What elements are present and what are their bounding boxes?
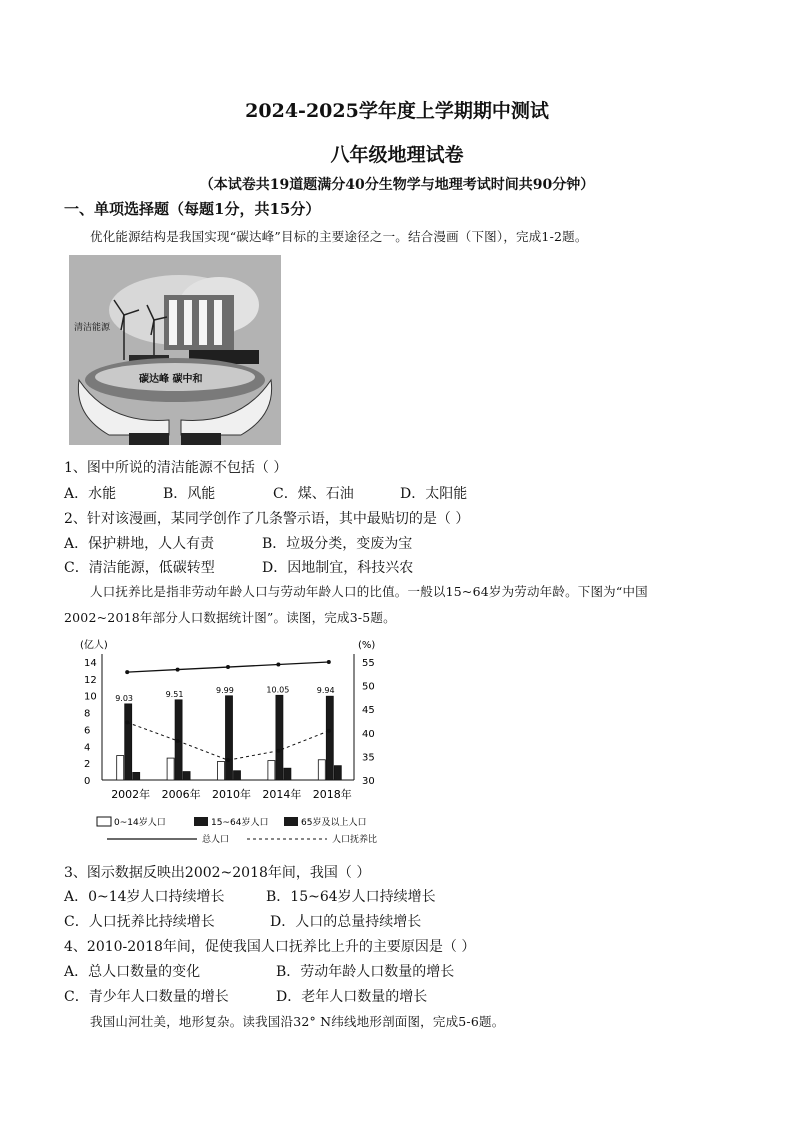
exam-note: （本试卷共19道题满分40分生物学与地理考试时间共90分钟） (199, 177, 595, 193)
left-tick-label: 4 (84, 742, 91, 754)
bar-age-15-64 (326, 696, 333, 780)
question-2-option-d: D．因地制宜，科技兴农 (262, 560, 414, 576)
x-tick-label: 2002年 (111, 788, 151, 801)
question-3-option-d: D．人口的总量持续增长 (270, 914, 422, 930)
bar-data-label: 9.51 (165, 689, 184, 699)
question-2-option-b: B．垃圾分类，变废为宝 (262, 536, 413, 552)
right-tick-label: 55 (362, 658, 375, 669)
legend-swatch-15-64 (194, 817, 208, 826)
left-axis-label: (亿人) (80, 640, 108, 651)
section-heading: 一、单项选择题（每题1分，共15分） (64, 200, 321, 218)
question-1-option-b: B．风能 (163, 486, 216, 502)
right-tick-label: 35 (362, 752, 375, 764)
left-tick-label: 8 (84, 708, 91, 720)
question-1-stem: 1、图中所说的清洁能源不包括（ ） (64, 460, 288, 476)
dependency-ratio-point (226, 758, 230, 762)
right-tick-label: 40 (362, 728, 375, 740)
legend-swatch-0-14 (97, 817, 111, 826)
left-tick-label: 2 (84, 759, 91, 771)
bar-age-65-plus (183, 772, 190, 780)
question-2-stem: 2、针对该漫画，某同学创作了几条警示语，其中最贴切的是（ ） (64, 511, 470, 527)
x-tick-label: 2006年 (161, 788, 201, 801)
left-tick-label: 0 (84, 776, 91, 787)
question-2-option-c: C．清洁能源，低碳转型 (64, 560, 215, 576)
question-4-option-a: A．总人口数量的变化 (64, 964, 201, 980)
bar-age-65-plus (334, 766, 341, 780)
left-tick-label: 12 (84, 674, 97, 686)
dependency-ratio-point (276, 749, 280, 753)
bar-age-0-14 (117, 756, 124, 780)
question-2-option-a: A．保护耕地，人人有责 (64, 536, 215, 552)
total-population-point (226, 665, 230, 669)
dependency-ratio-point (327, 729, 331, 733)
bar-age-15-64 (125, 704, 132, 780)
legend-swatch-65-plus (284, 817, 298, 826)
dependency-ratio-point (176, 739, 180, 743)
question-3-option-a: A．0~14岁人口持续增长 (64, 889, 225, 905)
exam-title: 2024-2025学年度上学期期中测试 (245, 100, 549, 122)
legend-label-65-plus: 65岁及以上人口 (301, 818, 367, 828)
bar-age-0-14 (167, 758, 174, 780)
total-population-point (176, 668, 180, 672)
bar-age-0-14 (318, 760, 325, 780)
total-population-point (276, 663, 280, 667)
bar-age-15-64 (226, 696, 233, 780)
bar-age-0-14 (268, 761, 275, 780)
dependency-ratio-point (125, 720, 129, 724)
x-tick-label: 2018年 (312, 788, 352, 801)
right-tick-label: 50 (362, 681, 375, 693)
cartoon-image (69, 255, 281, 445)
population-chart (62, 632, 392, 852)
bar-data-label: 10.05 (266, 685, 290, 695)
cartoon-label-clean-energy: 清洁能源 (74, 323, 111, 333)
right-tick-label: 45 (362, 705, 375, 717)
left-tick-label: 14 (84, 658, 97, 669)
legend-label-15-64: 15~64岁人口 (211, 818, 269, 828)
question-1-option-a: A．水能 (64, 486, 117, 502)
question-3-option-c: C．人口抚养比持续增长 (64, 914, 215, 930)
bar-data-label: 9.03 (115, 693, 134, 703)
bar-age-0-14 (218, 761, 225, 780)
x-tick-label: 2010年 (212, 788, 251, 801)
question-1-option-c: C．煤、石油 (273, 486, 354, 502)
cartoon-drawing (69, 255, 281, 445)
bar-age-65-plus (284, 768, 291, 780)
total-population-point (125, 670, 129, 674)
passage-2-line-1: 人口抚养比是指非劳动年龄人口与劳动年龄人口的比值。一般以15~64岁为劳动年龄。下图为“中国 (90, 584, 648, 599)
legend-label-total: 总人口 (202, 835, 230, 845)
right-axis-label: (%) (358, 640, 376, 651)
question-4-option-c: C．青少年人口数量的增长 (64, 989, 229, 1005)
question-3-stem: 3、图示数据反映出2002~2018年间，我国（ ） (64, 865, 371, 881)
exam-subtitle: 八年级地理试卷 (330, 144, 464, 166)
bar-age-65-plus (133, 772, 140, 780)
bar-age-15-64 (276, 695, 283, 780)
x-tick-label: 2014年 (262, 788, 302, 801)
total-population-point (327, 660, 331, 664)
bar-age-65-plus (234, 771, 241, 780)
passage-2-line-2: 2002~2018年部分人口数据统计图”。读图，完成3-5题。 (64, 610, 396, 625)
cartoon-banner: 碳达峰 碳中和 (139, 374, 203, 385)
left-tick-label: 6 (84, 725, 91, 737)
legend-label-0-14: 0~14岁人口 (114, 818, 166, 828)
question-4-option-b: B．劳动年龄人口数量的增长 (276, 964, 455, 980)
passage-1: 优化能源结构是我国实现“碳达峰”目标的主要途径之一。结合漫画（下图），完成1-2题。 (90, 229, 588, 244)
left-tick-label: 10 (84, 691, 97, 703)
question-4-stem: 4、2010-2018年间，促使我国人口抚养比上升的主要原因是（ ） (64, 939, 476, 955)
population-chart-svg (62, 632, 392, 852)
question-1-option-d: D．太阳能 (400, 486, 468, 502)
passage-3: 我国山河壮美，地形复杂。读我国沿32° N纬线地形剖面图，完成5-6题。 (90, 1014, 505, 1029)
right-tick-label: 30 (362, 776, 375, 787)
question-3-option-b: B．15~64岁人口持续增长 (266, 889, 436, 905)
bar-data-label: 9.94 (316, 686, 335, 696)
legend-label-ratio: 人口抚养比 (332, 835, 378, 845)
bar-data-label: 9.99 (216, 685, 234, 695)
question-4-option-d: D．老年人口数量的增长 (276, 989, 428, 1005)
